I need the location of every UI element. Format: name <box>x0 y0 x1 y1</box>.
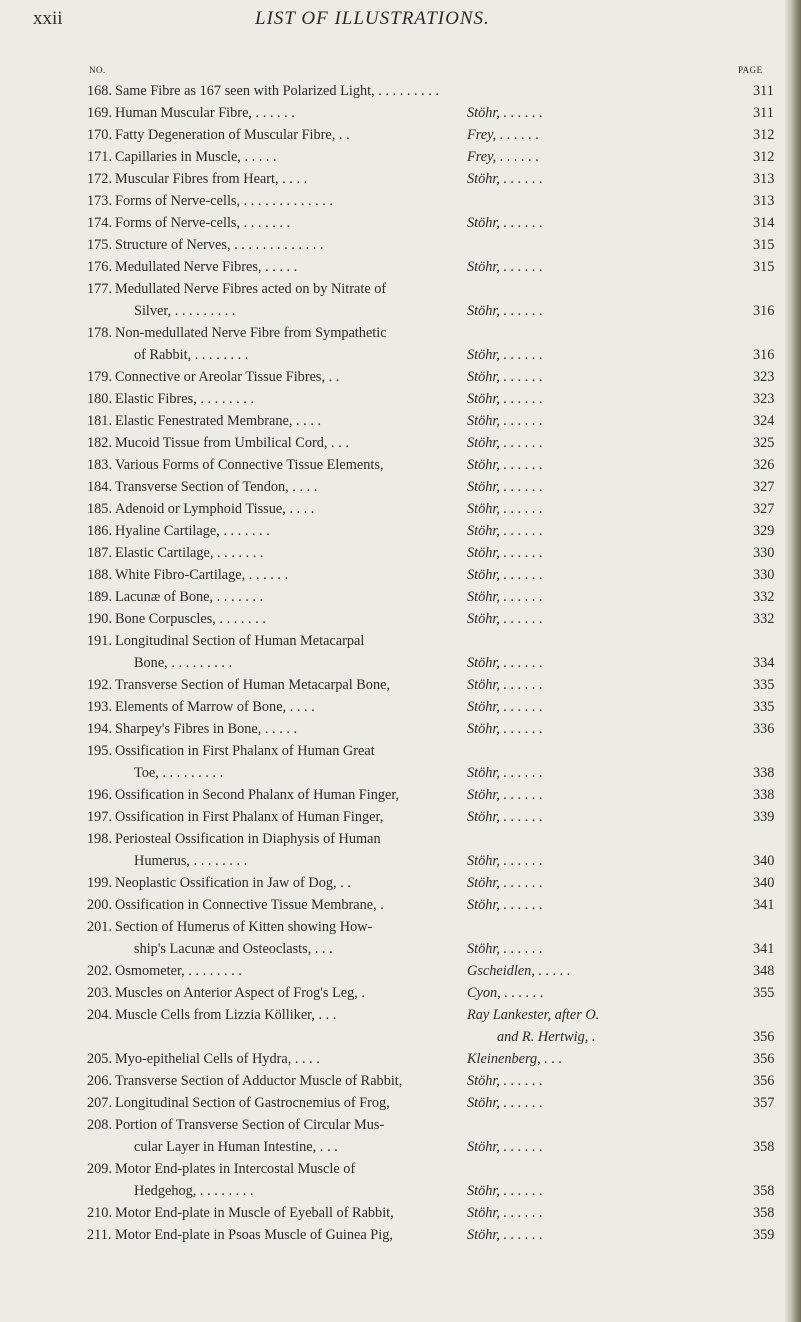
figure-number: 204. <box>87 1007 113 1023</box>
list-item <box>0 168 801 190</box>
list-item <box>0 476 801 498</box>
list-item <box>0 850 801 872</box>
figure-title: Motor End-plate in Muscle of Eyeball of Rabbit, <box>115 1205 394 1221</box>
figure-number: 184. <box>87 479 113 495</box>
figure-title: Capillaries in Muscle, . . . . . <box>115 149 277 165</box>
page-reference: 311 <box>753 105 774 121</box>
figure-title: Elastic Cartilage, . . . . . . . <box>115 545 264 561</box>
figure-author: Stöhr, . . . . . . <box>467 391 543 407</box>
figure-author: Stöhr, . . . . . . <box>467 171 543 187</box>
figure-author: Stöhr, . . . . . . <box>467 853 543 869</box>
figure-author: Stöhr, . . . . . . <box>467 655 543 671</box>
figure-number: 168. <box>87 83 113 99</box>
list-item <box>0 388 801 410</box>
page-reference: 355 <box>753 985 775 1001</box>
figure-number: 178. <box>87 325 113 341</box>
list-item <box>0 1180 801 1202</box>
figure-number: 171. <box>87 149 113 165</box>
figure-number: 192. <box>87 677 113 693</box>
page-reference: 316 <box>753 347 775 363</box>
figure-title: Lacunæ of Bone, . . . . . . . <box>115 589 264 605</box>
figure-title: Ossification in Second Phalanx of Human Finger, <box>115 787 400 803</box>
list-item <box>0 1070 801 1092</box>
figure-author: Stöhr, . . . . . . <box>467 611 543 627</box>
figure-number: 173. <box>87 193 113 209</box>
page-reference: 323 <box>753 391 775 407</box>
figure-title: Elements of Marrow of Bone, . . . . <box>115 699 315 715</box>
list-item <box>0 784 801 806</box>
figure-author: Stöhr, . . . . . . <box>467 567 543 583</box>
list-item <box>0 542 801 564</box>
figure-title-continuation: Toe, . . . . . . . . . <box>134 765 224 781</box>
list-item <box>0 608 801 630</box>
page-reference: 325 <box>753 435 775 451</box>
figure-title: Longitudinal Section of Gastrocnemius of Frog, <box>115 1095 390 1111</box>
page-reference: 326 <box>753 457 775 473</box>
page-reference: 332 <box>753 611 775 627</box>
figure-number: 185. <box>87 501 113 517</box>
figure-title: Motor End-plate in Psoas Muscle of Guinea Pig, <box>115 1227 393 1243</box>
list-item <box>0 520 801 542</box>
list-item <box>0 1224 801 1246</box>
list-item <box>0 190 801 212</box>
list-item <box>0 454 801 476</box>
figure-number: 193. <box>87 699 113 715</box>
figure-title-continuation: Bone, . . . . . . . . . <box>134 655 233 671</box>
figure-number: 211. <box>87 1227 112 1243</box>
page-reference: 336 <box>753 721 775 737</box>
figure-author: Stöhr, . . . . . . <box>467 457 543 473</box>
figure-title: Medullated Nerve Fibres, . . . . . <box>115 259 298 275</box>
figure-author: Stöhr, . . . . . . <box>467 303 543 319</box>
figure-number: 202. <box>87 963 113 979</box>
figure-number: 186. <box>87 523 113 539</box>
figure-title-continuation: cular Layer in Human Intestine, . . . <box>134 1139 338 1155</box>
page-reference: 356 <box>753 1073 775 1089</box>
list-item <box>0 322 801 344</box>
page-reference: 327 <box>753 501 775 517</box>
figure-title: Neoplastic Ossification in Jaw of Dog, . . <box>115 875 351 891</box>
list-item <box>0 696 801 718</box>
figure-author: Stöhr, . . . . . . <box>467 215 543 231</box>
page-reference: 341 <box>753 941 775 957</box>
figure-title: Elastic Fenestrated Membrane, . . . . <box>115 413 322 429</box>
page-reference: 348 <box>753 963 775 979</box>
page-reference: 358 <box>753 1183 775 1199</box>
figure-author: Stöhr, . . . . . . <box>467 1205 543 1221</box>
figure-author: Stöhr, . . . . . . <box>467 369 543 385</box>
list-item <box>0 938 801 960</box>
figure-author: Cyon, . . . . . . <box>467 985 544 1001</box>
page-reference: 335 <box>753 677 775 693</box>
list-item <box>0 960 801 982</box>
figure-number: 194. <box>87 721 113 737</box>
figure-title-continuation: ship's Lacunæ and Osteoclasts, . . . <box>134 941 333 957</box>
figure-author: Stöhr, . . . . . . <box>467 897 543 913</box>
figure-author: Stöhr, . . . . . . <box>467 347 543 363</box>
figure-title: Section of Humerus of Kitten showing How- <box>115 919 373 935</box>
page-reference: 338 <box>753 787 775 803</box>
illustration-list <box>0 80 801 1246</box>
figure-title: Connective or Areolar Tissue Fibres, . . <box>115 369 340 385</box>
figure-title-continuation: Hedgehog, . . . . . . . . <box>134 1183 254 1199</box>
list-item <box>0 872 801 894</box>
figure-author: Stöhr, . . . . . . <box>467 787 543 803</box>
list-item <box>0 344 801 366</box>
figure-author: Stöhr, . . . . . . <box>467 765 543 781</box>
page-reference: 315 <box>753 259 775 275</box>
list-item <box>0 1202 801 1224</box>
figure-number: 206. <box>87 1073 113 1089</box>
figure-author: Stöhr, . . . . . . <box>467 523 543 539</box>
figure-title: Motor End-plates in Intercostal Muscle of <box>115 1161 356 1177</box>
figure-author: Frey, . . . . . . <box>467 149 540 165</box>
list-item <box>0 674 801 696</box>
page-reference: 323 <box>753 369 775 385</box>
figure-title: Transverse Section of Adductor Muscle of Rabbit, <box>115 1073 403 1089</box>
figure-title: Forms of Nerve-cells, . . . . . . . <box>115 215 291 231</box>
list-item <box>0 564 801 586</box>
page-reference: 312 <box>753 149 775 165</box>
page-reference: 313 <box>753 193 775 209</box>
figure-author: Frey, . . . . . . <box>467 127 540 143</box>
figure-title: Periosteal Ossification in Diaphysis of Human <box>115 831 381 847</box>
figure-author: Stöhr, . . . . . . <box>467 105 543 121</box>
page-reference: 356 <box>753 1029 775 1045</box>
figure-title: Bone Corpuscles, . . . . . . . <box>115 611 266 627</box>
figure-title: Non-medullated Nerve Fibre from Sympathetic <box>115 325 387 341</box>
list-item <box>0 916 801 938</box>
figure-author: Stöhr, . . . . . . <box>467 1073 543 1089</box>
figure-title: Hyaline Cartilage, . . . . . . . <box>115 523 270 539</box>
page-reference: 330 <box>753 567 775 583</box>
figure-title: Myo-epithelial Cells of Hydra, . . . . <box>115 1051 320 1067</box>
figure-title: Forms of Nerve-cells, . . . . . . . . . . . . . <box>115 193 333 209</box>
figure-author: Stöhr, . . . . . . <box>467 699 543 715</box>
list-item <box>0 718 801 740</box>
list-item <box>0 410 801 432</box>
figure-author: Stöhr, . . . . . . <box>467 1183 543 1199</box>
figure-number: 183. <box>87 457 113 473</box>
page-reference: 324 <box>753 413 775 429</box>
figure-title-continuation: of Rabbit, . . . . . . . . <box>134 347 249 363</box>
page-reference: 357 <box>753 1095 775 1111</box>
figure-title-continuation: Humerus, . . . . . . . . <box>134 853 248 869</box>
figure-title: Medullated Nerve Fibres acted on by Nitrate of <box>115 281 387 297</box>
figure-number: 176. <box>87 259 113 275</box>
figure-title: Ossification in First Phalanx of Human Finger, <box>115 809 384 825</box>
page-reference: 313 <box>753 171 775 187</box>
figure-author: Stöhr, . . . . . . <box>467 479 543 495</box>
figure-number: 169. <box>87 105 113 121</box>
page-reference: 358 <box>753 1139 775 1155</box>
list-item <box>0 894 801 916</box>
page-reference: 335 <box>753 699 775 715</box>
column-header-no: NO. <box>89 65 106 75</box>
figure-title: Various Forms of Connective Tissue Elements, <box>115 457 384 473</box>
page-reference: 340 <box>753 875 775 891</box>
page-reference: 359 <box>753 1227 775 1243</box>
page-reference: 339 <box>753 809 775 825</box>
figure-title: Sharpey's Fibres in Bone, . . . . . <box>115 721 298 737</box>
list-item <box>0 80 801 102</box>
figure-number: 180. <box>87 391 113 407</box>
list-item <box>0 212 801 234</box>
page-reference: 314 <box>753 215 775 231</box>
figure-number: 201. <box>87 919 113 935</box>
figure-author: Stöhr, . . . . . . <box>467 1095 543 1111</box>
page-reference: 329 <box>753 523 775 539</box>
page-reference: 332 <box>753 589 775 605</box>
list-item <box>0 1114 801 1136</box>
page-reference: 334 <box>753 655 775 671</box>
figure-number: 199. <box>87 875 113 891</box>
page-title: LIST OF ILLUSTRATIONS. <box>255 8 490 29</box>
figure-number: 203. <box>87 985 113 1001</box>
list-item <box>0 1092 801 1114</box>
figure-title: Portion of Transverse Section of Circular Mus- <box>115 1117 385 1133</box>
list-item <box>0 740 801 762</box>
list-item <box>0 1136 801 1158</box>
page-reference: 316 <box>753 303 775 319</box>
list-item <box>0 498 801 520</box>
figure-number: 177. <box>87 281 113 297</box>
figure-author: Stöhr, . . . . . . <box>467 589 543 605</box>
figure-author: Kleinenberg, . . . <box>467 1051 563 1067</box>
figure-title: Human Muscular Fibre, . . . . . . <box>115 105 295 121</box>
figure-title: Muscular Fibres from Heart, . . . . <box>115 171 308 187</box>
figure-author: Ray Lankester, after O. <box>467 1007 600 1023</box>
figure-number: 191. <box>87 633 113 649</box>
page-reference: 315 <box>753 237 775 253</box>
page-number: xxii <box>33 8 63 29</box>
list-item <box>0 366 801 388</box>
figure-number: 189. <box>87 589 113 605</box>
figure-number: 205. <box>87 1051 113 1067</box>
list-item <box>0 146 801 168</box>
page-reference: 312 <box>753 127 775 143</box>
figure-number: 209. <box>87 1161 113 1177</box>
column-header-page: PAGE <box>738 65 763 75</box>
figure-title: Elastic Fibres, . . . . . . . . <box>115 391 254 407</box>
figure-author: Stöhr, . . . . . . <box>467 721 543 737</box>
list-item <box>0 1158 801 1180</box>
page-reference: 340 <box>753 853 775 869</box>
figure-number: 175. <box>87 237 113 253</box>
figure-number: 196. <box>87 787 113 803</box>
list-item <box>0 1004 801 1026</box>
list-item <box>0 586 801 608</box>
list-item <box>0 630 801 652</box>
figure-title: White Fibro-Cartilage, . . . . . . <box>115 567 289 583</box>
figure-title: Same Fibre as 167 seen with Polarized Light, . . . . . . . . . <box>115 83 440 99</box>
page-reference: 356 <box>753 1051 775 1067</box>
list-item <box>0 432 801 454</box>
list-item <box>0 828 801 850</box>
list-item <box>0 278 801 300</box>
list-item <box>0 234 801 256</box>
figure-title: Muscle Cells from Lizzia Kölliker, . . . <box>115 1007 337 1023</box>
page-reference: 338 <box>753 765 775 781</box>
figure-author: Stöhr, . . . . . . <box>467 1227 543 1243</box>
figure-number: 187. <box>87 545 113 561</box>
figure-author: Stöhr, . . . . . . <box>467 809 543 825</box>
figure-title: Mucoid Tissue from Umbilical Cord, . . . <box>115 435 349 451</box>
figure-author: Stöhr, . . . . . . <box>467 435 543 451</box>
figure-number: 181. <box>87 413 113 429</box>
page-reference: 327 <box>753 479 775 495</box>
figure-author-continuation: and R. Hertwig, . <box>497 1029 596 1045</box>
figure-author: Gscheidlen, . . . . . <box>467 963 571 979</box>
list-item <box>0 256 801 278</box>
figure-title: Fatty Degeneration of Muscular Fibre, . . <box>115 127 350 143</box>
figure-number: 179. <box>87 369 113 385</box>
figure-title: Muscles on Anterior Aspect of Frog's Leg, . <box>115 985 365 1001</box>
figure-number: 170. <box>87 127 113 143</box>
figure-number: 188. <box>87 567 113 583</box>
list-item <box>0 124 801 146</box>
figure-title: Ossification in Connective Tissue Membrane, . <box>115 897 384 913</box>
figure-number: 198. <box>87 831 113 847</box>
figure-title: Longitudinal Section of Human Metacarpal <box>115 633 365 649</box>
figure-author: Stöhr, . . . . . . <box>467 1139 543 1155</box>
figure-author: Stöhr, . . . . . . <box>467 875 543 891</box>
figure-title: Osmometer, . . . . . . . . <box>115 963 242 979</box>
page-reference: 311 <box>753 83 774 99</box>
figure-author: Stöhr, . . . . . . <box>467 413 543 429</box>
figure-number: 174. <box>87 215 113 231</box>
list-item <box>0 806 801 828</box>
list-item <box>0 300 801 322</box>
figure-title: Transverse Section of Human Metacarpal Bone, <box>115 677 391 693</box>
figure-author: Stöhr, . . . . . . <box>467 545 543 561</box>
list-item <box>0 762 801 784</box>
figure-number: 208. <box>87 1117 113 1133</box>
figure-author: Stöhr, . . . . . . <box>467 677 543 693</box>
list-item <box>0 1026 801 1048</box>
figure-title-continuation: Silver, . . . . . . . . . <box>134 303 236 319</box>
figure-author: Stöhr, . . . . . . <box>467 501 543 517</box>
figure-number: 200. <box>87 897 113 913</box>
figure-author: Stöhr, . . . . . . <box>467 941 543 957</box>
figure-title: Structure of Nerves, . . . . . . . . . . . . . <box>115 237 324 253</box>
figure-number: 197. <box>87 809 113 825</box>
figure-number: 190. <box>87 611 113 627</box>
list-item <box>0 102 801 124</box>
figure-number: 172. <box>87 171 113 187</box>
list-item <box>0 982 801 1004</box>
figure-number: 210. <box>87 1205 113 1221</box>
list-item <box>0 652 801 674</box>
figure-number: 195. <box>87 743 113 759</box>
figure-title: Adenoid or Lymphoid Tissue, . . . . <box>115 501 315 517</box>
figure-number: 182. <box>87 435 113 451</box>
figure-title: Transverse Section of Tendon, . . . . <box>115 479 318 495</box>
figure-number: 207. <box>87 1095 113 1111</box>
figure-title: Ossification in First Phalanx of Human Great <box>115 743 375 759</box>
page-reference: 358 <box>753 1205 775 1221</box>
figure-author: Stöhr, . . . . . . <box>467 259 543 275</box>
page-reference: 341 <box>753 897 775 913</box>
list-item <box>0 1048 801 1070</box>
page-reference: 330 <box>753 545 775 561</box>
